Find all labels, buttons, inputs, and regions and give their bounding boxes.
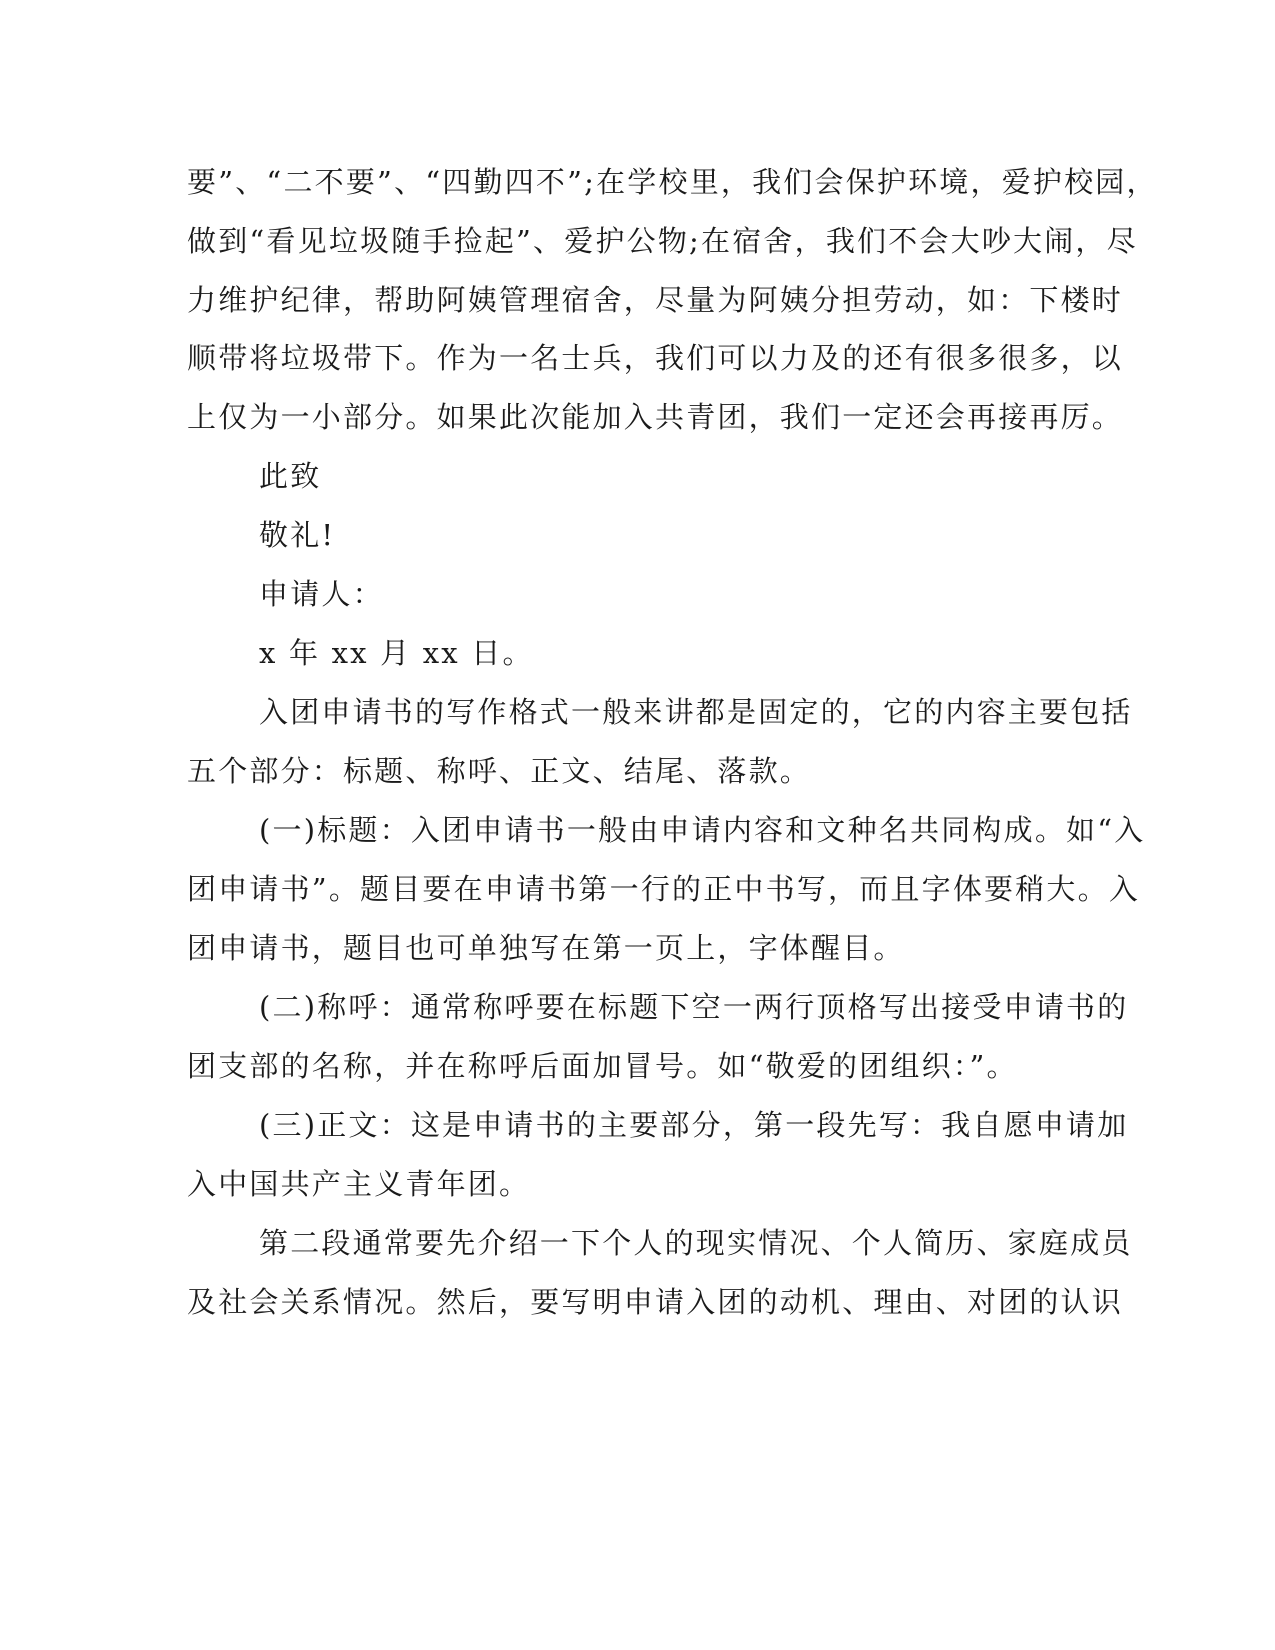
- text-line: (二)称呼：通常称呼要在标题下空一两行顶格写出接受申请书的: [259, 990, 1129, 1024]
- closing-regards: 敬礼!: [259, 518, 336, 552]
- closing-salutation: 此致: [259, 459, 322, 493]
- applicant-label: 申请人：: [259, 577, 384, 611]
- text-line: 入团申请书的写作格式一般来讲都是固定的，它的内容主要包括: [259, 695, 1133, 729]
- text-line: 上仅为一小部分。如果此次能加入共青团，我们一定还会再接再厉。: [187, 400, 1124, 434]
- text-line: 团申请书”。题目要在申请书第一行的正中书写，而且字体要稍大。入: [187, 872, 1141, 906]
- text-line: (一)标题：入团申请书一般由申请内容和文种名共同构成。如“入: [259, 813, 1146, 847]
- text-line: (三)正文：这是申请书的主要部分，第一段先写：我自愿申请加: [259, 1108, 1129, 1142]
- text-line: 团申请书，题目也可单独写在第一页上，字体醒目。: [187, 931, 905, 965]
- text-line: 团支部的名称，并在称呼后面加冒号。如“敬爱的团组织：”。: [187, 1049, 1018, 1083]
- text-line: 第二段通常要先介绍一下个人的现实情况、个人简历、家庭成员: [259, 1226, 1133, 1260]
- text-line: 要”、“二不要”、“四勤四不”;在学校里，我们会保护环境，爱护校园，: [187, 165, 1158, 199]
- text-line: 力维护纪律，帮助阿姨管理宿舍，尽量为阿姨分担劳动，如：下楼时: [187, 283, 1124, 317]
- text-line: 顺带将垃圾带下。作为一名士兵，我们可以力及的还有很多很多，以: [187, 341, 1124, 375]
- text-line: 入中国共产主义青年团。: [187, 1167, 531, 1201]
- text-line: 做到“看见垃圾随手捡起”、爱护公物;在宿舍，我们不会大吵大闹，尽: [187, 224, 1138, 258]
- text-line: 五个部分：标题、称呼、正文、结尾、落款。: [187, 754, 812, 788]
- text-line: 及社会关系情况。然后，要写明申请入团的动机、理由、对团的认识: [187, 1285, 1124, 1319]
- date-line: x 年 xx 月 xx 日。: [259, 636, 534, 670]
